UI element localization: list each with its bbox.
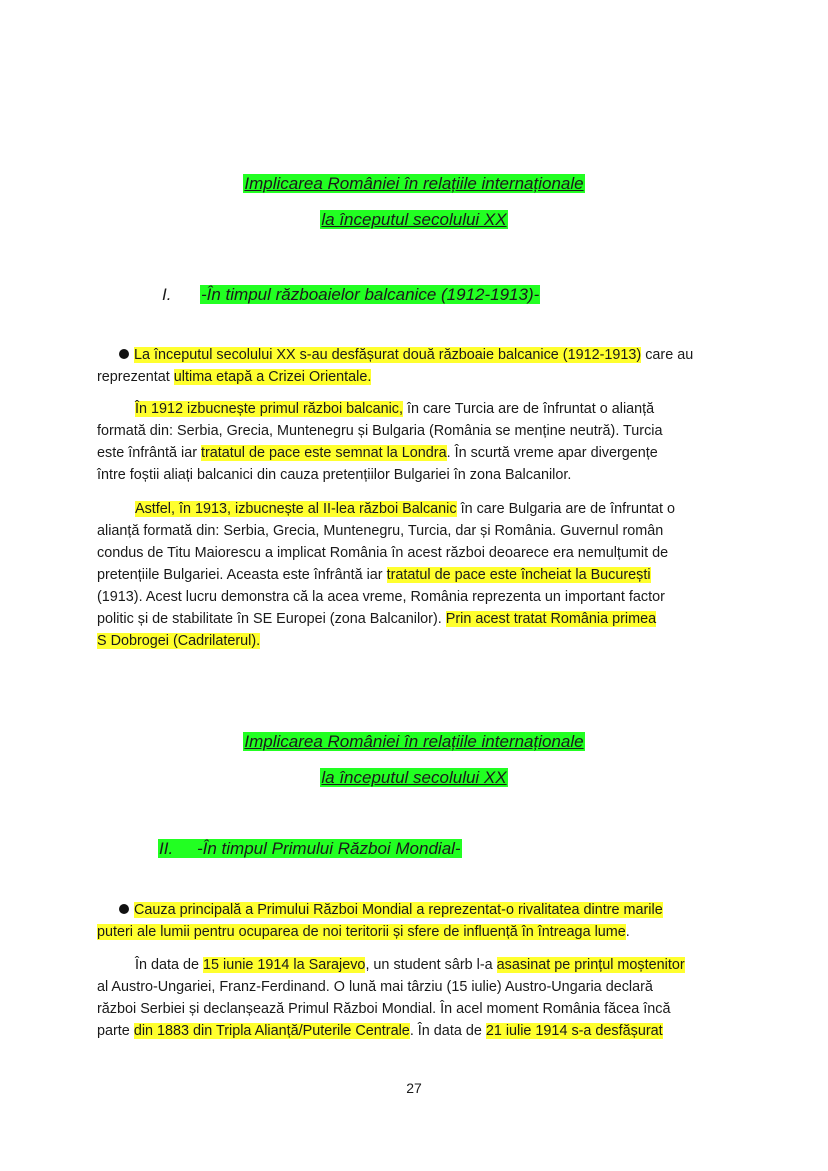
paragraph-text: care au xyxy=(641,347,694,363)
paragraph-line xyxy=(97,442,729,464)
paragraph-text: politic și de stabilitate în SE Europei (zona Balcanilor). xyxy=(97,611,446,627)
paragraph-line: alianță formată din: Serbia, Grecia, Muntenegru, Turcia, dar și România. Guvernul român xyxy=(97,523,664,539)
section2-title-line2 xyxy=(0,766,828,790)
paragraph-line: condus de Titu Maiorescu a implicat România în acest război deoarece era nemulțumit de xyxy=(97,545,669,561)
bullet-icon xyxy=(119,904,129,914)
section2-title-text2: la începutul secolului XX xyxy=(321,768,507,787)
highlighted-text: Prin acest tratat România primea xyxy=(445,611,657,627)
section1-paragraph3 xyxy=(97,498,729,652)
paragraph-text: parte xyxy=(97,1023,134,1039)
section2-heading-number: II. xyxy=(159,839,174,858)
paragraph-line: între foștii aliați balcanici din cauza pretențiilor Bulgariei în zona Balcanilor. xyxy=(97,467,572,483)
section2-paragraph2 xyxy=(97,954,729,1042)
paragraph-line xyxy=(97,954,729,976)
section1-paragraph2 xyxy=(97,398,729,486)
paragraph-line xyxy=(97,344,729,366)
section2-title-text1: Implicarea României în relațiile internaționale xyxy=(244,732,584,751)
bullet-icon xyxy=(119,349,129,359)
highlighted-text: 15 iunie 1914 la Sarajevo xyxy=(203,957,366,973)
section1-title-text1: Implicarea României în relațiile internaționale xyxy=(244,174,584,193)
paragraph-text: . xyxy=(625,924,630,940)
paragraph-text: reprezentat xyxy=(97,369,174,385)
section2-title-line1 xyxy=(0,730,828,754)
paragraph-line xyxy=(97,398,729,420)
paragraph-line: (1913). Acest lucru demonstra că la acea vreme, România reprezenta un important factor xyxy=(97,589,665,605)
highlighted-text: Cauza principală a Primului Război Mondial a reprezentat-o rivalitatea dintre marile xyxy=(134,902,663,918)
paragraph-text: , un student sârb l-a xyxy=(365,957,497,973)
highlighted-text: tratatul de pace este încheiat la București xyxy=(386,567,651,583)
highlighted-text: În 1912 izbucnește primul război balcanic, xyxy=(135,401,403,417)
highlighted-text: 21 iulie 1914 s-a desfășurat xyxy=(485,1023,663,1039)
highlighted-text: La începutul secolului XX s-au desfășurat două războaie balcanice (1912-1913) xyxy=(134,347,642,363)
paragraph-line xyxy=(97,498,729,520)
paragraph-line xyxy=(97,564,729,586)
highlighted-text: S Dobrogei (Cadrilaterul). xyxy=(97,633,261,649)
highlighted-text: ultima etapă a Crizei Orientale. xyxy=(173,369,372,385)
section1-heading-text: -În timpul războaielor balcanice (1912-1913)- xyxy=(201,285,540,304)
paragraph-text: pretențiile Bulgariei. Aceasta este înfrântă iar xyxy=(97,567,387,583)
section2-heading-text: -În timpul Primului Război Mondial- xyxy=(197,839,461,858)
highlighted-text: din 1883 din Tripla Alianță/Puterile Centrale xyxy=(133,1023,410,1039)
highlighted-text: asasinat pe prințul moștenitor xyxy=(496,957,685,973)
paragraph-line xyxy=(97,608,729,630)
section2-heading-highlight xyxy=(158,839,462,858)
section1-title-text2: la începutul secolului XX xyxy=(321,210,507,229)
paragraph-text: . În scurtă vreme apar divergențe xyxy=(446,445,658,461)
section2-heading xyxy=(158,837,462,861)
paragraph-line xyxy=(97,1020,729,1042)
section1-heading xyxy=(162,283,540,307)
paragraph-line: al Austro-Ungariei, Franz-Ferdinand. O lună mai târziu (15 iulie) Austro-Ungaria declară xyxy=(97,979,653,995)
section1-heading-number: I. xyxy=(162,285,172,304)
paragraph-text: în care Bulgaria are de înfruntat o xyxy=(456,501,675,517)
highlighted-text: Astfel, în 1913, izbucnește al II-lea război Balcanic xyxy=(135,501,457,517)
paragraph-line xyxy=(97,899,729,921)
page-number: 27 xyxy=(406,1080,422,1096)
paragraph-line: război Serbiei și declanșează Primul Război Mondial. În acel moment România făcea încă xyxy=(97,1001,671,1017)
highlighted-text: puteri ale lumii pentru ocuparea de noi teritorii și sfere de influență în întreaga lume xyxy=(97,924,626,940)
paragraph-text: . În data de xyxy=(409,1023,486,1039)
paragraph-text: este înfrântă iar xyxy=(97,445,201,461)
paragraph-text: în care Turcia are de înfruntat o alianță xyxy=(402,401,655,417)
section1-title-line2 xyxy=(0,208,828,232)
paragraph-line: formată din: Serbia, Grecia, Muntenegru și Bulgaria (România se menține neutră). Turcia xyxy=(97,423,663,439)
paragraph-line xyxy=(97,366,729,388)
paragraph-text: În data de xyxy=(135,957,204,973)
paragraph-line xyxy=(97,630,729,652)
section2-paragraph1 xyxy=(97,899,729,943)
section1-paragraph1 xyxy=(97,344,729,388)
section1-title-line1 xyxy=(0,172,828,196)
paragraph-line xyxy=(97,921,729,943)
highlighted-text: tratatul de pace este semnat la Londra xyxy=(201,445,447,461)
